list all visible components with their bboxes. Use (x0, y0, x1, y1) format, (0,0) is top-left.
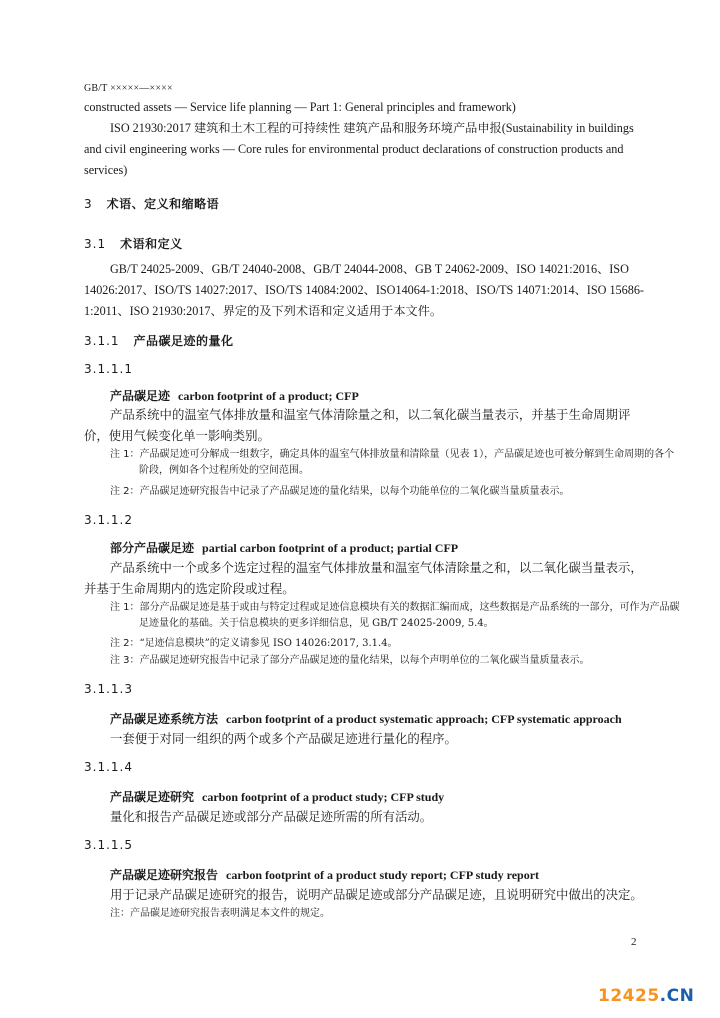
section-number: 3 (84, 197, 93, 211)
term-number: 3.1.1.5 (84, 838, 133, 852)
term-en: partial carbon footprint of a product; partial CFP (202, 541, 459, 555)
term-note: 注 1：产品碳足迹可分解成一组数字，确定具体的温室气体排放量和清除量（见表 1），产品碳足迹也可被分解到生命周期的各个阶段，例如各个过程所处的空间范围。 (110, 449, 675, 476)
term-title (110, 866, 539, 883)
term-zh: 产品碳足迹系统方法 (110, 712, 219, 726)
section-number: 3.1.1 (84, 334, 120, 348)
term-number: 3.1.1.1 (84, 362, 133, 376)
term-definition: 产品系统中一个或多个选定过程的温室气体排放量和温室气体清除量之和，以二氧化碳当量表示，并基于生命周期内的选定阶段或过程。 (84, 560, 643, 596)
term-number: 3.1.1.2 (84, 513, 133, 527)
section-3-1-text: GB/T 24025-2009、GB/T 24040-2008、GB/T 24044-2008、GB T 24062-2009、ISO 14021:2016、ISO 14026:2017、ISO/TS 14027:2017、ISO/TS 14084:2002、ISO14064-1:2018、ISO/TS 14071:2014、ISO 15686-1:2011、ISO 21930:2017、界定的及下列术语和定义适用于本文件。 (84, 262, 644, 318)
term-zh: 产品碳足迹研究 (110, 790, 195, 804)
standard-code-header: GB/T ×××××—×××× (84, 83, 173, 94)
term-definition: 一套便于对同一组织的两个或多个产品碳足迹进行量化的程序。 (110, 731, 457, 746)
section-number: 3.1 (84, 237, 107, 251)
term-number: 3.1.1.3 (84, 682, 133, 696)
term-title (110, 387, 359, 404)
term-number: 3.1.1.4 (84, 760, 133, 774)
term-note: 注 3：产品碳足迹研究报告中记录了部分产品碳足迹的量化结果，以每个声明单位的二氧化碳当量质量表示。 (110, 655, 590, 666)
term-en: carbon footprint of a product study; CFP study (202, 790, 445, 804)
site-watermark: 12425.CN (598, 986, 695, 1006)
term-note: 注 1：部分产品碳足迹是基于或由与特定过程或足迹信息模块有关的数据汇编而成，这些数据是产品系统的一部分，可作为产品碳足迹量化的基础。关于信息模块的更多详细信息，见 GB/T 24025-2009, 5.4。 (110, 602, 680, 629)
term-definition: 产品系统中的温室气体排放量和温室气体清除量之和，以二氧化碳当量表示，并基于生命周期评价，使用气候变化单一影响类别。 (84, 407, 631, 443)
term-en: carbon footprint of a product study report; CFP study report (226, 868, 540, 882)
term-zh: 产品碳足迹研究报告 (110, 868, 219, 882)
term-note: 注 2：“足迹信息模块”的定义请参见 ISO 14026:2017, 3.1.4。 (110, 638, 398, 649)
section-title: 术语和定义 (120, 237, 183, 251)
reference-iso21930: ISO 21930:2017 建筑和土木工程的可持续性 建筑产品和服务环境产品申报(Sustainability in buildings and civil engineering works — Core rules for environmental product declarations of construction products and services) (84, 121, 634, 177)
term-title (110, 539, 458, 556)
reference-continuation: constructed assets — Service life planning — Part 1: General principles and framework) (84, 100, 516, 114)
term-zh: 产品碳足迹 (110, 389, 171, 403)
term-note: 注 2：产品碳足迹研究报告中记录了产品碳足迹的量化结果，以每个功能单位的二氧化碳当量质量表示。 (110, 486, 570, 497)
term-definition: 用于记录产品碳足迹研究的报告，说明产品碳足迹或部分产品碳足迹，且说明研究中做出的决定。 (110, 887, 643, 902)
term-note: 注：产品碳足迹研究报告表明满足本文件的规定。 (110, 908, 330, 919)
section-3-1-heading (84, 235, 183, 252)
term-title (110, 788, 444, 805)
page-number: 2 (631, 936, 637, 948)
term-title (110, 710, 622, 727)
section-3-heading (84, 195, 219, 212)
section-3-1-1-heading (84, 332, 234, 349)
term-zh: 部分产品碳足迹 (110, 541, 195, 555)
term-definition: 量化和报告产品碳足迹或部分产品碳足迹所需的所有活动。 (110, 809, 433, 824)
term-en: carbon footprint of a product systematic approach; CFP systematic approach (226, 712, 622, 726)
section-title: 产品碳足迹的量化 (133, 334, 234, 348)
term-en: carbon footprint of a product; CFP (178, 389, 359, 403)
section-title: 术语、定义和缩略语 (106, 197, 220, 211)
